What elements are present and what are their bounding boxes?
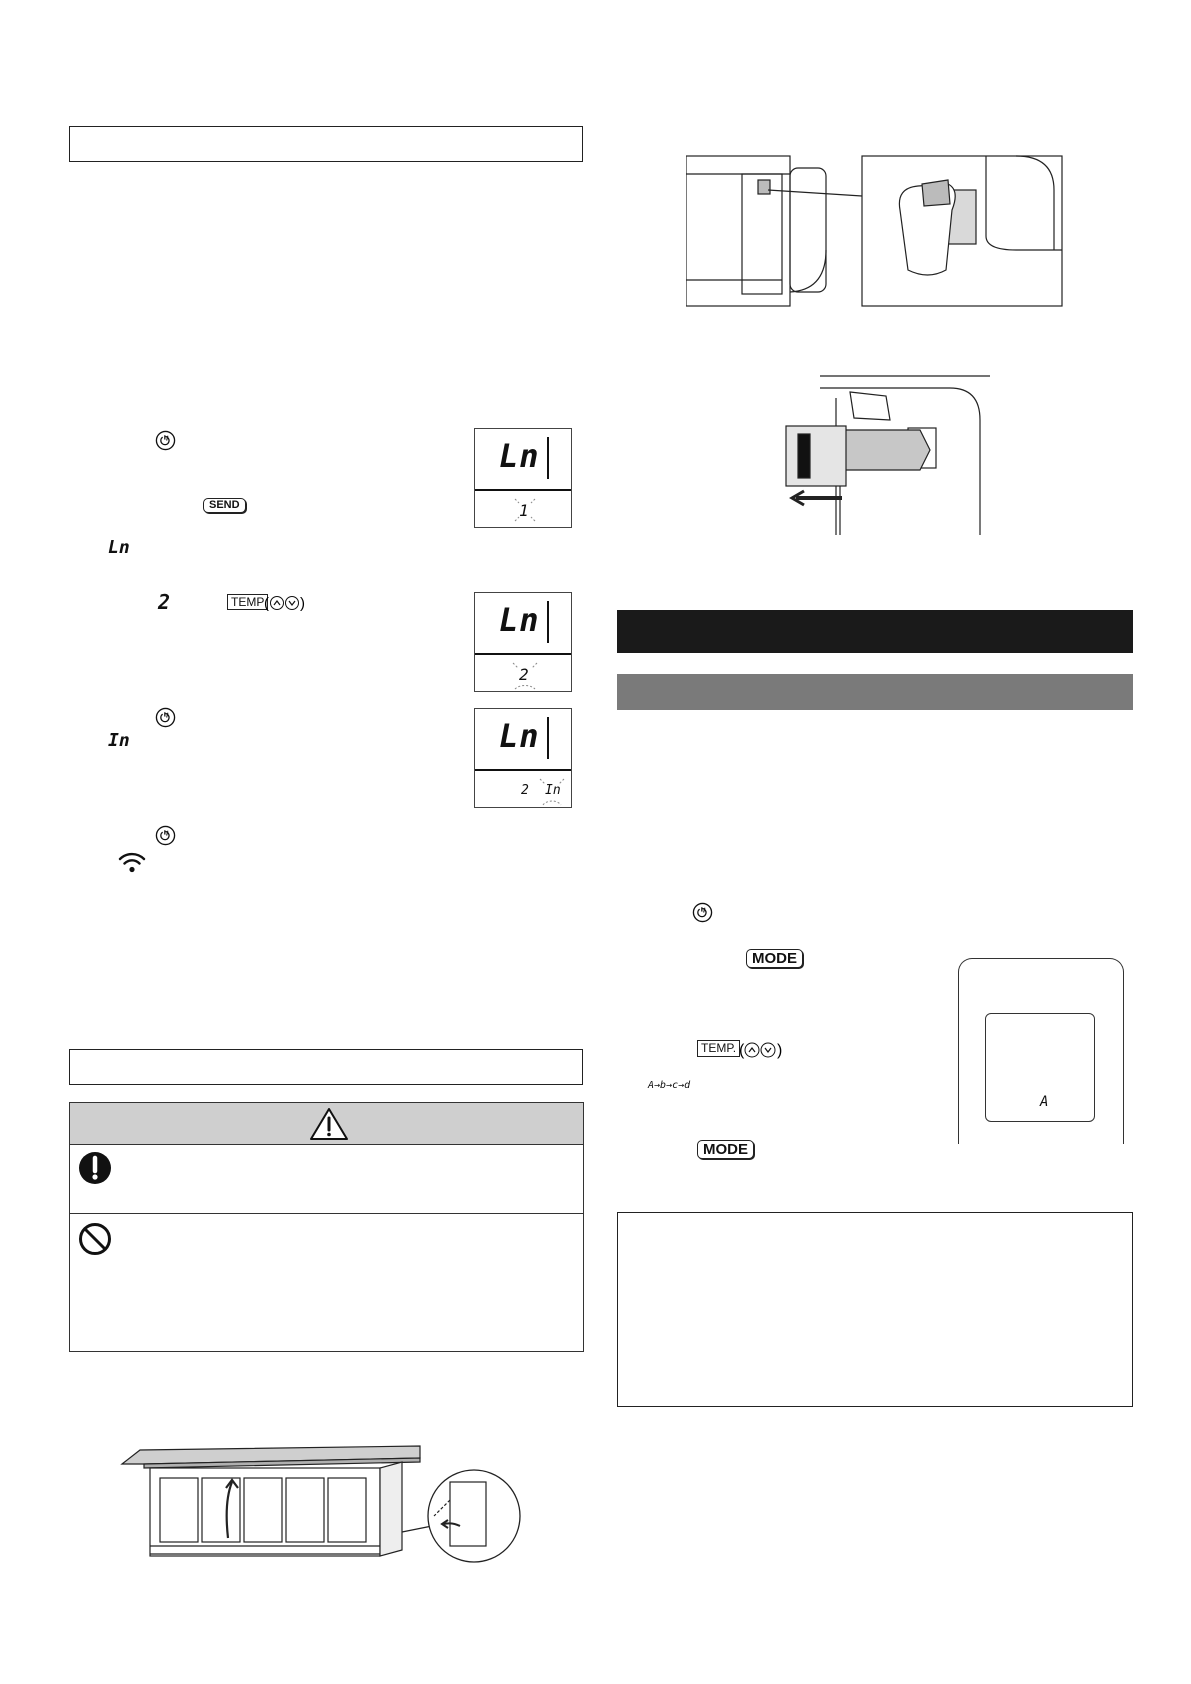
power-button-icon (155, 707, 176, 728)
mode-button-label-2: MODE (697, 1140, 754, 1159)
filter-removal-illustration (686, 150, 1066, 308)
svg-text:(: ( (739, 1042, 745, 1059)
mode-sequence: A→b→c→d (648, 1080, 691, 1091)
lcd-sub-text: 1 (519, 501, 529, 520)
mode-button-label-1: MODE (746, 949, 803, 968)
exclamation-circle-icon (78, 1151, 112, 1185)
up-down-arrow-icons (264, 594, 306, 612)
warning-block (69, 1102, 584, 1352)
lcd-sub-left: 2 (521, 783, 529, 798)
two-glyph: 2 (158, 590, 171, 614)
lcd-rule (475, 653, 571, 655)
lcd-display-3 (474, 708, 572, 808)
lcd-rule (475, 769, 571, 771)
lcd-sub-right: In (545, 783, 561, 798)
blink-marks-icon (509, 659, 541, 691)
filter-insert-illustration (780, 370, 990, 535)
lcd-divider (547, 601, 549, 643)
lcd-divider (547, 437, 549, 479)
note-box (617, 1212, 1133, 1407)
remote-display-value: A (1040, 1094, 1049, 1110)
temp-button-label-right: TEMP. (697, 1040, 740, 1057)
svg-text:(: ( (264, 595, 269, 612)
blink-marks-icon (511, 495, 539, 525)
blink-marks-icon (537, 775, 567, 807)
lcd-sub-text: 2 (519, 665, 529, 684)
svg-text:): ) (777, 1042, 783, 1059)
svg-text:): ) (300, 595, 305, 612)
lcd-display-2 (474, 592, 572, 692)
section-heading-bar (617, 610, 1133, 653)
warning-header-bar (70, 1103, 583, 1145)
send-button-label: SEND (203, 498, 246, 513)
subsection-heading-bar (617, 674, 1133, 710)
lcd-divider (547, 717, 549, 759)
power-button-icon (155, 825, 176, 846)
warning-triangle-icon (309, 1107, 349, 1141)
power-button-icon (155, 430, 176, 451)
up-down-arrow-icons (739, 1040, 783, 1060)
lcd-main-text: Ln (499, 437, 540, 475)
power-button-icon (692, 902, 713, 923)
unit-open-panel-illustration (120, 1442, 530, 1572)
wifi-icon (118, 850, 146, 874)
lcd-main-text: Ln (499, 717, 540, 755)
prohibition-icon (78, 1222, 112, 1256)
lcd-rule (475, 489, 571, 491)
in-glyph: In (108, 730, 130, 751)
remote-controller-illustration (958, 958, 1124, 1144)
section-header-box-bottom (69, 1049, 583, 1085)
ln-glyph: Ln (108, 537, 130, 558)
remote-display (985, 1013, 1095, 1122)
lcd-display-1 (474, 428, 572, 528)
temp-button-label: TEMP (227, 594, 268, 610)
section-header-box-top (69, 126, 583, 162)
lcd-main-text: Ln (499, 601, 540, 639)
warning-divider (70, 1213, 583, 1214)
